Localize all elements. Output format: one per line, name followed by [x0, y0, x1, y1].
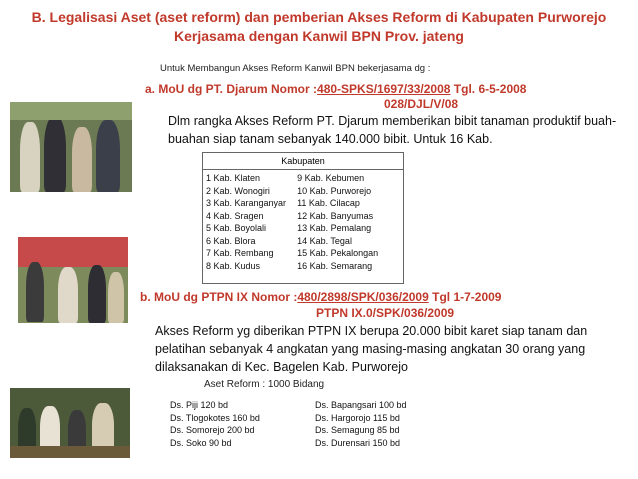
kabupaten-cell-left: 7 Kab. Rembang [206, 248, 274, 258]
kabupaten-cell-left: 4 Kab. Sragen [206, 210, 264, 221]
title-line-2: Kerjasama dengan Kanwil BPN Prov. jateng [174, 28, 464, 44]
kabupaten-row [203, 235, 381, 248]
kabupaten-table-box [202, 152, 404, 284]
aset-item: Ds. Durensari 150 bd [315, 437, 401, 448]
section-b-number: 480/2898/SPK/036/2009 [297, 290, 429, 304]
kabupaten-row [203, 210, 381, 223]
section-a-description [168, 112, 616, 148]
page-title [0, 8, 638, 46]
aset-reform-left-list [170, 399, 260, 449]
aset-item: Ds. Somorejo 200 bd [170, 425, 255, 435]
kabupaten-cell-right: 11 Kab. Cilacap [297, 198, 360, 208]
kabupaten-cell-left: 2 Kab. Wonogiri [206, 185, 270, 196]
kabupaten-row [203, 197, 381, 210]
section-a-heading [145, 82, 526, 96]
section-a-date: Tgl. 6-5-2008 [450, 82, 527, 96]
subtitle: Untuk Membangun Akses Reform Kanwil BPN bekerjasama dg : [160, 63, 431, 74]
kabupaten-cell-right: 16 Kab. Semarang [297, 260, 373, 271]
photo-training [10, 388, 130, 458]
photo-planting [18, 237, 128, 323]
kabupaten-cell-left: 5 Kab. Boyolali [206, 223, 267, 233]
section-b-heading [140, 290, 501, 304]
section-b-number2: PTPN IX.0/SPK/036/2009 [316, 306, 455, 320]
kabupaten-row [203, 185, 381, 198]
section-a-prefix: a. MoU dg PT. Djarum Nomor : [145, 82, 318, 96]
section-b-date: Tgl 1-7-2009 [428, 290, 502, 304]
section-a-desc-line-1: Dlm rangka Akses Reform PT. Djarum memberikan bibit tanaman produktif buah- [168, 114, 617, 128]
kabupaten-row [203, 172, 381, 185]
aset-reform-title: Aset Reform : 1000 Bidang [204, 379, 325, 390]
aset-reform-right-list [315, 399, 407, 449]
section-a-desc-line-2: buahan siap tanam sebanyak 140.000 bibit. Untuk 16 Kab. [168, 132, 493, 146]
kabupaten-cell-right: 13 Kab. Pemalang [297, 223, 372, 233]
aset-item: Ds. Semagung 85 bd [315, 425, 400, 435]
kabupaten-cell-right: 15 Kab. Pekalongan [297, 248, 379, 258]
section-b-desc-line-1: Akses Reform yg diberikan PTPN IX berupa 20.000 bibit karet siap tanam dan [155, 324, 588, 338]
section-b-desc-line-2: pelatihan sebanyak 4 angkatan yang masing-masing angkatan 30 orang yang [155, 342, 586, 356]
aset-item: Ds. Bapangsari 100 bd [315, 400, 407, 410]
aset-item: Ds. Hargorojo 115 bd [315, 412, 400, 423]
kabupaten-cell-left: 6 Kab. Blora [206, 235, 256, 246]
kabupaten-cell-left: 8 Kab. Kudus [206, 260, 261, 271]
kabupaten-row [203, 260, 381, 273]
photo-mou-signing [10, 102, 132, 192]
section-b-prefix: b. MoU dg PTPN IX Nomor : [140, 290, 298, 304]
aset-item: Ds. Soko 90 bd [170, 437, 232, 448]
section-b-desc-line-3: dilaksanakan di Kec. Bagelen Kab. Purworejo [155, 360, 408, 374]
title-line-1: B. Legalisasi Aset (aset reform) dan pemberian Akses Reform di Kabupaten Purworejo [31, 9, 607, 25]
aset-item: Ds. Piji 120 bd [170, 400, 229, 410]
kabupaten-cell-right: 10 Kab. Purworejo [297, 185, 372, 196]
section-b-description [155, 322, 587, 376]
kabupaten-row [203, 222, 381, 235]
aset-item: Ds. Tlogokotes 160 bd [170, 412, 260, 423]
kabupaten-row [203, 247, 381, 260]
kabupaten-cell-right: 9 Kab. Kebumen [297, 173, 365, 183]
kabupaten-cell-right: 12 Kab. Banyumas [297, 210, 374, 221]
kabupaten-table-header: Kabupaten [203, 153, 403, 170]
kabupaten-table [203, 172, 381, 272]
section-a-number2: 028/DJL/V/08 [384, 97, 459, 111]
kabupaten-cell-right: 14 Kab. Tegal [297, 235, 352, 246]
kabupaten-cell-left: 3 Kab. Karanganyar [206, 198, 287, 208]
section-a-number: 480-SPKS/1697/33/2008 [317, 82, 451, 96]
kabupaten-cell-left: 1 Kab. Klaten [206, 173, 261, 183]
